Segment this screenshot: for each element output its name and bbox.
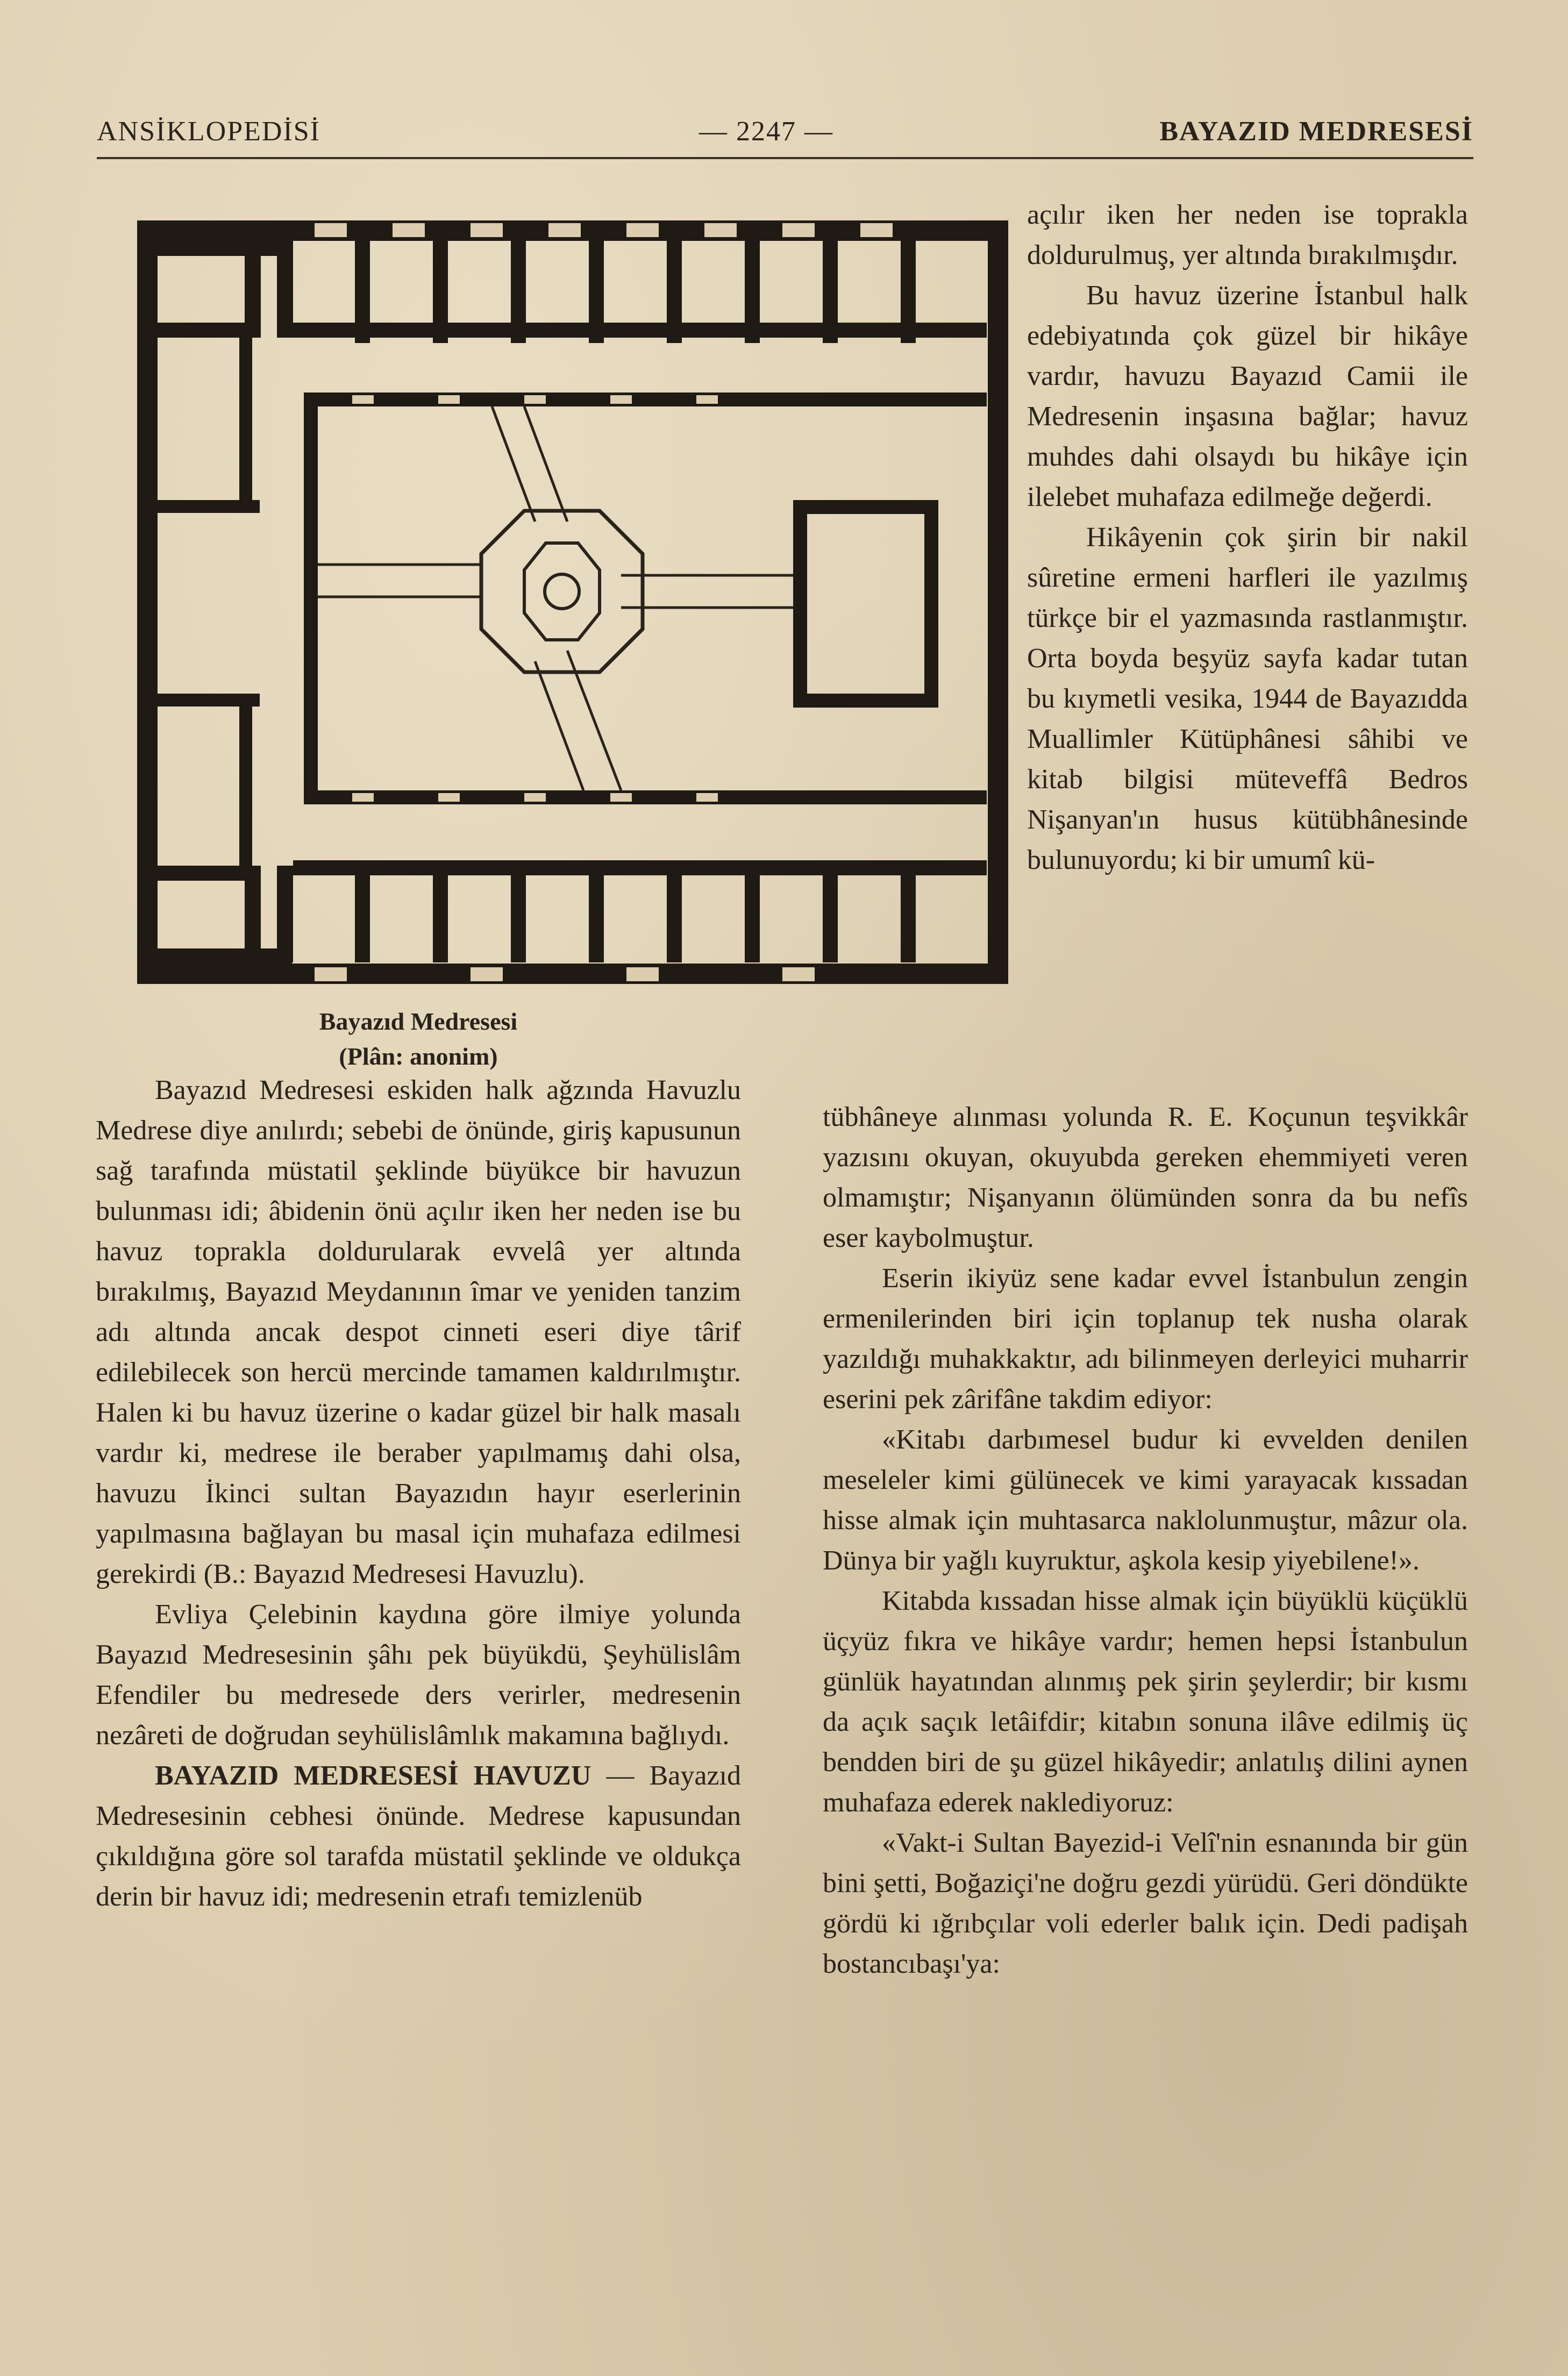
paragraph: tübhâneye alınması yolunda R. E. Koçunun teşvikkâr yazısını okuyan, okuyubda gereken ehemmiyeti veren olmamıştır; Nişanyanın ölümünden sonra da bu nefîs eser kaybolmuştur. <box>823 1102 1468 1253</box>
paragraph <box>96 1756 741 1917</box>
paragraph: Kitabda kıssadan hisse almak için büyüklü küçüklü üçyüz fıkra ve hikâye vardır; hemen hepsi İstanbulun günlük hayatından alınmış pek şirin şeylerdir; bir kısmı da açık saçık letâifdir; kitabın sonuna ilâve edilmiş üç bendden biri de şu güzel hikâyedir; anlatılış dilini aynen muhafaza ederek naklediyoruz: <box>823 1586 1468 1818</box>
right-column-bottom <box>823 1097 1468 1984</box>
paragraph: Bu havuz üzerine İstanbul halk edebiyatında çok güzel bir hikâye vardır, havuzu Bayazıd Camii ile Medresenin inşasına bağlar; havuz muhdes dahi olsaydı bu hikâye için ilelebet muhafaza edilmeğe değerdi. <box>1027 280 1468 512</box>
paragraph: «Vakt-i Sultan Bayezid-i Velî'nin esnanında bir gün bini şetti, Boğaziçi'ne doğru gezdi yürüdü. Geri döndükte gördü ki ığrıbçılar voli ederler balık için. Dedi padişah bostancıbaşı'ya: <box>823 1828 1468 1979</box>
section-text: — Bayazıd Medresesinin cebhesi önünde. Medrese kapusundan çıkıldığına göre sol tarafda müstatil şeklinde ve oldukça derin bir havuz idi; medresenin etrafı temizlenüb <box>96 1760 741 1912</box>
left-column <box>96 1070 741 1917</box>
right-column-top <box>1027 195 1468 880</box>
header-rule <box>97 157 1473 159</box>
paragraph: «Kitabı darbımesel budur ki evvelden denilen meseleler kimi gülünecek ve kimi yarayacak kıssadan hisse almak için muhtasarca naklolunmuştur, mâzur ola. Dünya bir yağlı kuyruktur, aşkola kesip yiyebilene!». <box>823 1424 1468 1576</box>
paragraph: Bayazıd Medresesi eskiden halk ağzında Havuzlu Medrese diye anılırdı; sebebi de önünde, giriş kapusunun sağ tarafında müstatil şeklinde büyükce bir havuzun bulunması idi; âbidenin önü açılır iken her neden ise bu havuz toprakla doldurularak evvelâ yer altında bırakılmış, Bayazıd Meydanının îmar ve yeniden tanzim adı altında ancak despot cinneti eseri diye târif edilebilecek son hercü mercinde tamamen kaldırılmıştır. Halen ki bu havuz üzerine o kadar güzel bir halk masalı vardır ki, medrese ile beraber yapılmamış dahi olsa, havuzu İkinci sultan Bayazıdın hayır eserlerinin yapılmasına bağlayan bu masal için muhafaza edilmesi gerekirdi (B.: Bayazıd Medresesi Havuzlu). <box>96 1075 741 1589</box>
header-right: BAYAZID MEDRESESİ <box>1159 116 1473 147</box>
page-number: — 2247 — <box>699 116 833 147</box>
paragraph: açılır iken her neden ise toprakla doldurulmuş, yer altında bırakılmışdır. <box>1027 199 1468 270</box>
paragraph: Eserin ikiyüz sene kadar evvel İstanbulun zengin ermenilerinden biri için toplanup tek nusha olarak yazıldığı muhakkaktır, adı bilinmeyen derleyici muharrir eserini pek zârifâne takdim ediyor: <box>823 1263 1468 1415</box>
header-left: ANSİKLOPEDİSİ <box>97 116 320 147</box>
paragraph: Evliya Çelebinin kaydına göre ilmiye yolunda Bayazıd Medresesinin şâhı pek büyükdü, Şeyhülislâm Efendiler bu medresede ders verirler, medresenin nezâreti de doğrudan seyhülislâmlık makamına bağlıydı. <box>96 1599 741 1751</box>
section-heading: BAYAZID MEDRESESİ HAVUZU <box>155 1760 591 1791</box>
paragraph: Hikâyenin çok şirin bir nakil sûretine ermeni harfleri ile yazılmış türkçe bir el yazmasında rastlanmıştır. Orta boyda beşyüz sayfa kadar tutan bu kıymetli vesika, 1944 de Bayazıdda Muallimler Kütüphânesi sâhibi ve kitab bilgisi müteveffâ Bedros Nişanyan'ın husus kütübhânesinde bulunuyordu; ki bir umumî kü- <box>1027 522 1468 875</box>
medrese-floor-plan <box>137 220 1008 984</box>
figure-caption-sub: (Plân: anonim) <box>339 1043 498 1070</box>
figure-caption-title: Bayazıd Medresesi <box>319 1008 518 1035</box>
running-header <box>97 110 1473 153</box>
